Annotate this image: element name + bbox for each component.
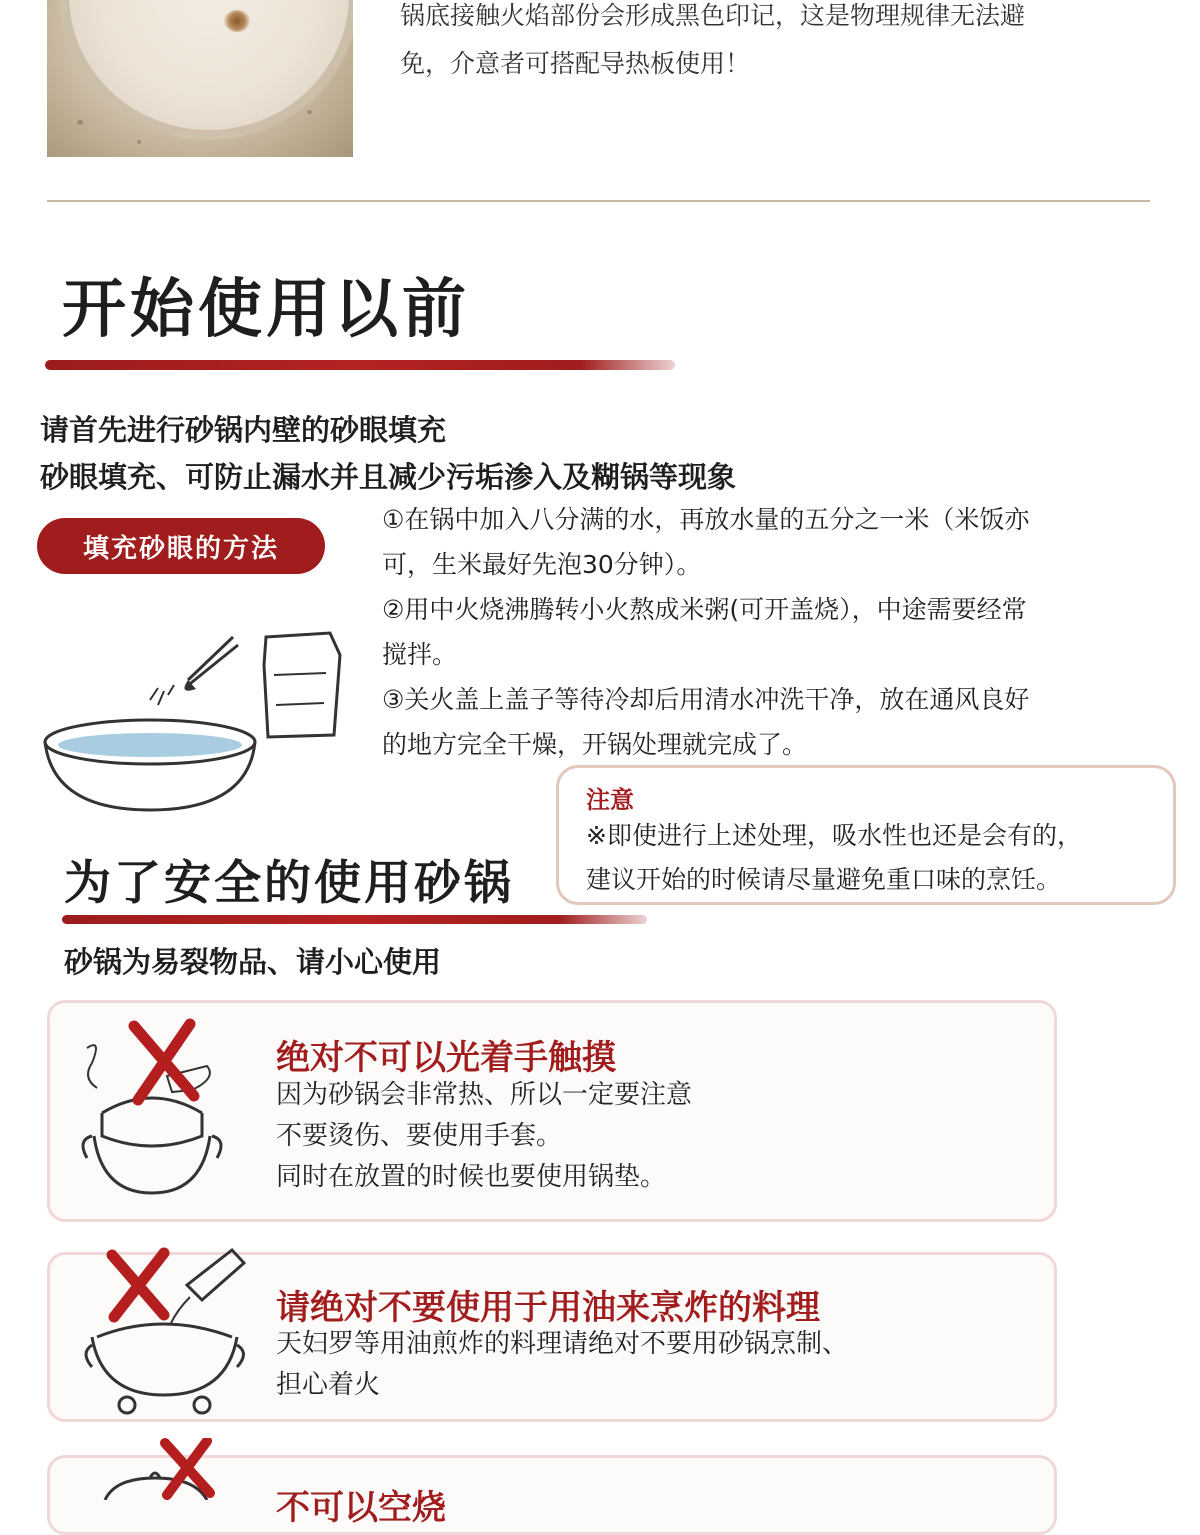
method-label: 填充砂眼的方法	[37, 518, 325, 574]
step-line: 的地方完全干燥，开锅处理就完成了。	[382, 730, 808, 759]
safety-heading: 为了安全的使用砂锅	[64, 856, 514, 911]
top-note-line: 锅底接触火焰部份会形成黑色印记，这是物理规律无法避	[400, 1, 1026, 30]
speck	[137, 140, 141, 144]
warning-body-oil	[276, 1324, 848, 1406]
no-empty-heating-icon	[95, 1438, 225, 1500]
safety-brush-underline	[62, 915, 647, 924]
intro-line-2: 砂眼填充、可防止漏水并且减少污垢渗入及糊锅等现象	[40, 460, 737, 494]
top-note-line: 免，介意者可搭配导热板使用！	[400, 49, 751, 78]
warning-line: 同时在放置的时候也要使用锅垫。	[276, 1162, 667, 1192]
note-text	[586, 814, 1166, 902]
warning-line: 因为砂锅会非常热、所以一定要注意	[276, 1080, 693, 1110]
speck	[307, 110, 312, 114]
warning-title-touch: 绝对不可以光着手触摸	[276, 1038, 616, 1078]
warning-title-oil: 请绝对不要使用于用油来烹炸的料理	[276, 1288, 820, 1328]
safety-subtitle: 砂锅为易裂物品、请小心使用	[64, 945, 442, 979]
step-line: ②用中火烧沸腾转小火熬成米粥(可开盖烧），中途需要经常	[382, 595, 1027, 624]
section-divider	[47, 200, 1150, 202]
clay-pot-bottom-photo	[47, 0, 353, 157]
rice-bowl-illustration	[38, 625, 368, 820]
step-line: ①在锅中加入八分满的水，再放水量的五分之一米（米饭亦	[382, 505, 1030, 534]
no-frying-icon	[82, 1245, 252, 1420]
warning-line: 不要烫伤、要使用手套。	[276, 1121, 563, 1151]
step-line: ③关火盖上盖子等待冷却后用清水冲洗干净，放在通风良好	[382, 685, 1030, 714]
warning-line: 担心着火	[276, 1370, 381, 1400]
step-line: 可，生米最好先泡30分钟）。	[382, 550, 702, 579]
step-line: 搅拌。	[382, 640, 458, 669]
speck	[77, 120, 83, 125]
note-line: 建议开始的时候请尽量避免重口味的烹饪。	[586, 865, 1062, 894]
method-steps	[382, 497, 1142, 767]
heading-brush-underline	[45, 360, 675, 370]
before-use-heading: 开始使用以前	[62, 273, 470, 347]
top-note	[400, 0, 1160, 88]
pot-rim-shape	[59, 0, 353, 140]
note-title: 注意	[586, 786, 634, 814]
warning-body-touch	[276, 1075, 692, 1198]
warning-line: 天妇罗等用油煎炸的料理请绝对不要用砂锅烹制、	[276, 1329, 849, 1359]
no-touch-icon	[72, 1018, 232, 1198]
note-line: ※即使进行上述处理，吸水性也还是会有的，	[586, 821, 1082, 850]
warning-title-empty-heat: 不可以空烧	[276, 1488, 446, 1528]
intro-line-1: 请首先进行砂锅内壁的砂眼填充	[40, 413, 447, 447]
burn-mark	[224, 10, 250, 32]
